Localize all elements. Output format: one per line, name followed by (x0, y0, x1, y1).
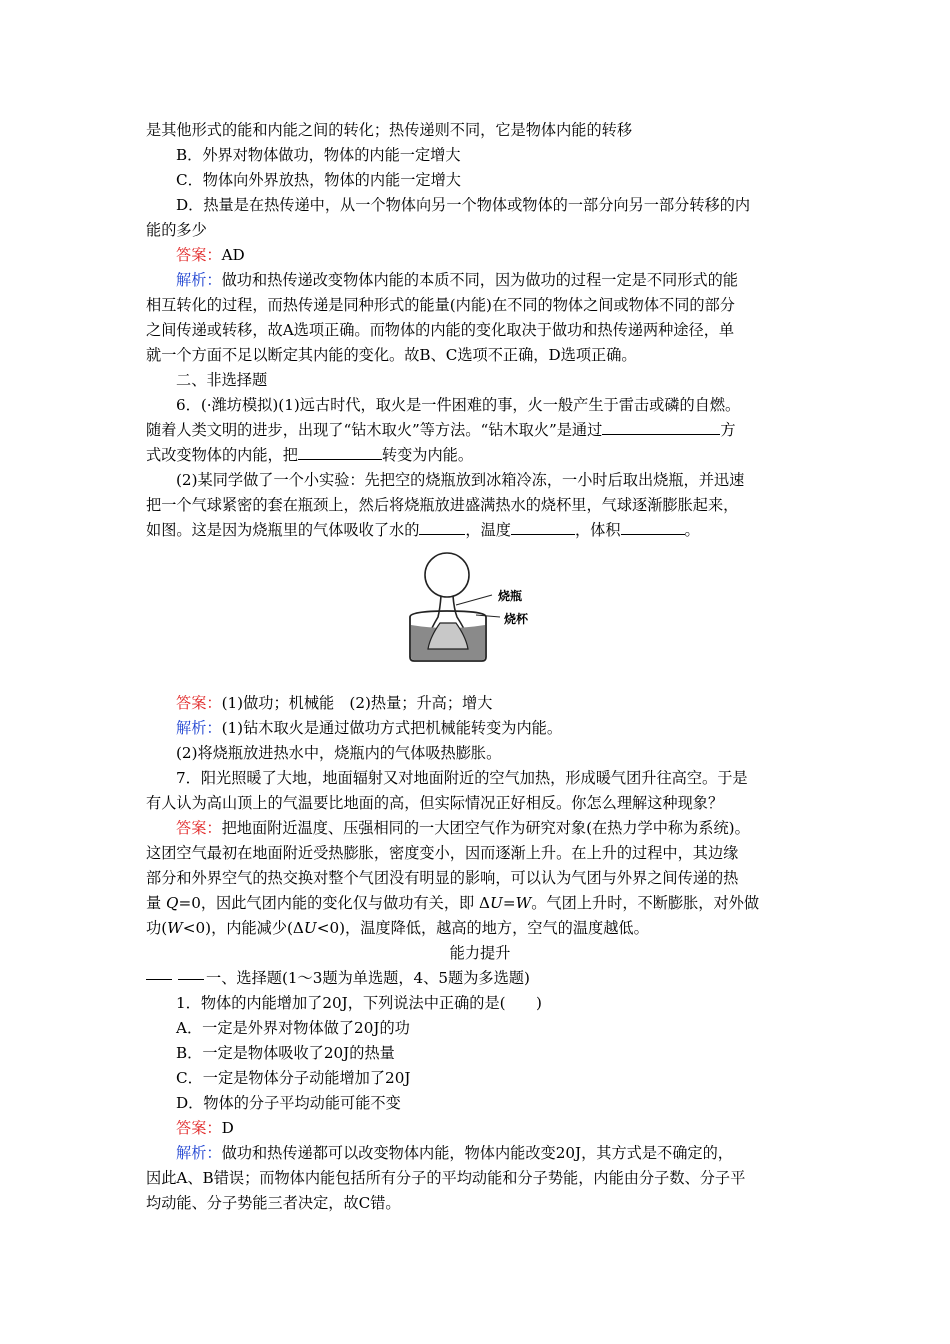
answer-line (146, 916, 814, 941)
answer-line: 这团空气最初在地面附近受热膨胀，密度变小，因而逐渐上升。在上升的过程中，其边缘 (146, 844, 739, 862)
answer-text: 。气团上升时，不断膨胀，对外做 (531, 894, 760, 912)
explanation-line: 就一个方面不足以断定其内能的变化。故B、C选项不正确，D选项正确。 (146, 346, 637, 364)
answer-value: D (221, 1119, 234, 1137)
text-line: 是其他形式的能和内能之间的转化；热传递则不同，它是物体内能的转移 (146, 121, 632, 139)
beaker-caption: 烧杯 (504, 612, 529, 626)
explanation-line: 均动能、分子势能三者决定，故C错。 (146, 1194, 401, 1212)
option-d: D．热量是在热传递中，从一个物体向另一个物体或物体的一部分向另一部分转移的内 (176, 196, 751, 214)
question-6-line: 6．(·潍坊模拟)(1)远古时代，取火是一件困难的事，火一般产生于雷击或磷的自燃。 (176, 396, 741, 414)
answer-label: 答案： (176, 694, 222, 712)
explanation-line (146, 1141, 814, 1166)
explanation-label: 解析： (176, 1144, 222, 1162)
answer-text: <0)，温度降低，越高的地方，空气的温度越低。 (316, 919, 649, 937)
flask-beaker-figure (146, 543, 814, 691)
document-page (146, 118, 814, 1216)
q6-text: 如图。这是因为烧瓶里的气体吸收了水的 (146, 521, 420, 539)
math-var: Q (166, 894, 179, 912)
section-title: 能力提升 (449, 944, 511, 962)
explanation-label: 解析： (176, 719, 222, 737)
flask-balloon-diagram (396, 545, 556, 663)
option-a: A．一定是外界对物体做了20J的功 (176, 1019, 410, 1037)
answer-label: 答案： (176, 1119, 222, 1137)
answer-text: 功( (146, 919, 168, 937)
beaker-leader-line (476, 615, 500, 617)
answer-line: 部分和外界空气的热交换对整个气团没有明显的影响，可以认为气团与外界之间传递的热 (146, 869, 739, 887)
balloon-shape (425, 553, 469, 597)
math-var: U (303, 919, 317, 937)
answer-line (146, 1116, 814, 1141)
flask-caption: 烧瓶 (498, 589, 523, 603)
explanation-line (146, 716, 814, 741)
math-var: W (167, 919, 183, 937)
explanation-line: 相互转化的过程，而热传递是同种形式的能量(内能)在不同的物体之间或物体不同的部分 (146, 296, 735, 314)
question-6-line (146, 418, 814, 443)
q6-text: 转变为内能。 (381, 446, 473, 464)
answer-line (146, 891, 814, 916)
answer-value: AD (221, 246, 245, 264)
answer-blank (621, 518, 685, 535)
explanation-line (146, 268, 814, 293)
answer-text: 把地面附近温度、压强相同的一大团空气作为研究对象(在热力学中称为系统)。 (221, 819, 750, 837)
answer-text: 量 (146, 894, 162, 912)
math-var: U (490, 894, 503, 912)
explanation-text: (1)钻木取火是通过做功方式把机械能转变为内能。 (221, 719, 563, 737)
answer-blank (602, 418, 720, 435)
decor-rule (146, 979, 172, 980)
question-7-line: 有人认为高山顶上的气温要比地面的高，但实际情况正好相反。你怎么理解这种现象？ (146, 794, 724, 812)
answer-text: =0，因此气团内能的变化仅与做功有关，即 Δ (178, 894, 491, 912)
explanation-text: 做功和热传递都可以改变物体内能，物体内能改变20J，其方式是不确定的， (221, 1144, 733, 1162)
math-var: W (515, 894, 532, 912)
answer-label: 答案： (176, 246, 222, 264)
answer-label: 答案： (176, 819, 222, 837)
explanation-line: 因此A、B错误；而物体内能包括所有分子的平均动能和分子势能，内能由分子数、分子平 (146, 1169, 746, 1187)
q6-text: 随着人类文明的进步，出现了“钻木取火”等方法。“钻木取火”是通过 (146, 421, 603, 439)
answer-line (146, 243, 814, 268)
answer-text: <0)，内能减少(Δ (182, 919, 304, 937)
question-6-line: 把一个气球紧密的套在瓶颈上，然后将烧瓶放进盛满热水的烧杯里，气球逐渐膨胀起来， (146, 496, 739, 514)
explanation-label: 解析： (176, 271, 222, 289)
question-6-line (146, 443, 814, 468)
answer-blank (298, 443, 382, 460)
question-1: 1．物体的内能增加了20J，下列说法中正确的是( ) (176, 994, 542, 1012)
answer-blank (511, 518, 575, 535)
explanation-line: (2)将烧瓶放进热水中，烧瓶内的气体吸热膨胀。 (176, 744, 502, 762)
option-b: B．外界对物体做功，物体的内能一定增大 (176, 146, 461, 164)
section-heading-text: 一、选择题(1～3题为单选题，4、5题为多选题) (206, 969, 530, 987)
option-d: D．物体的分子平均动能可能不变 (176, 1094, 401, 1112)
option-c: C．一定是物体分子动能增加了20J (176, 1069, 411, 1087)
question-6-line: (2)某同学做了一个小实验：先把空的烧瓶放到冰箱冷冻，一小时后取出烧瓶，并迅速 (176, 471, 745, 489)
q6-text: 式改变物体的内能，把 (146, 446, 298, 464)
q6-text: ，温度 (465, 521, 511, 539)
explanation-text: 做功和热传递改变物体内能的本质不同，因为做功的过程一定是不同形式的能 (221, 271, 738, 289)
answer-text: = (502, 894, 516, 912)
explanation-line: 之间传递或转移，故A选项正确。而物体的内能的变化取决于做功和热传递两种途径，单 (146, 321, 735, 339)
option-c: C．物体向外界放热，物体的内能一定增大 (176, 171, 461, 189)
answer-line (146, 816, 814, 841)
section-heading: 二、非选择题 (176, 371, 268, 389)
answer-line (146, 691, 814, 716)
question-6-line (146, 518, 814, 543)
option-b: B．一定是物体吸收了20J的热量 (176, 1044, 395, 1062)
answer-value: (1)做功；机械能 (2)热量；升高；增大 (221, 694, 493, 712)
option-d-continued: 能的多少 (146, 221, 207, 239)
answer-blank (419, 518, 465, 535)
section-heading (146, 966, 814, 991)
q6-text: ，体积 (574, 521, 621, 539)
decor-rule (178, 979, 204, 980)
q6-text: 方 (720, 421, 736, 439)
question-7-line: 7．阳光照暖了大地，地面辐射又对地面附近的空气加热，形成暖气团升往高空。于是 (176, 769, 748, 787)
q6-text: 。 (684, 521, 700, 539)
flask-leader-line (456, 595, 492, 605)
